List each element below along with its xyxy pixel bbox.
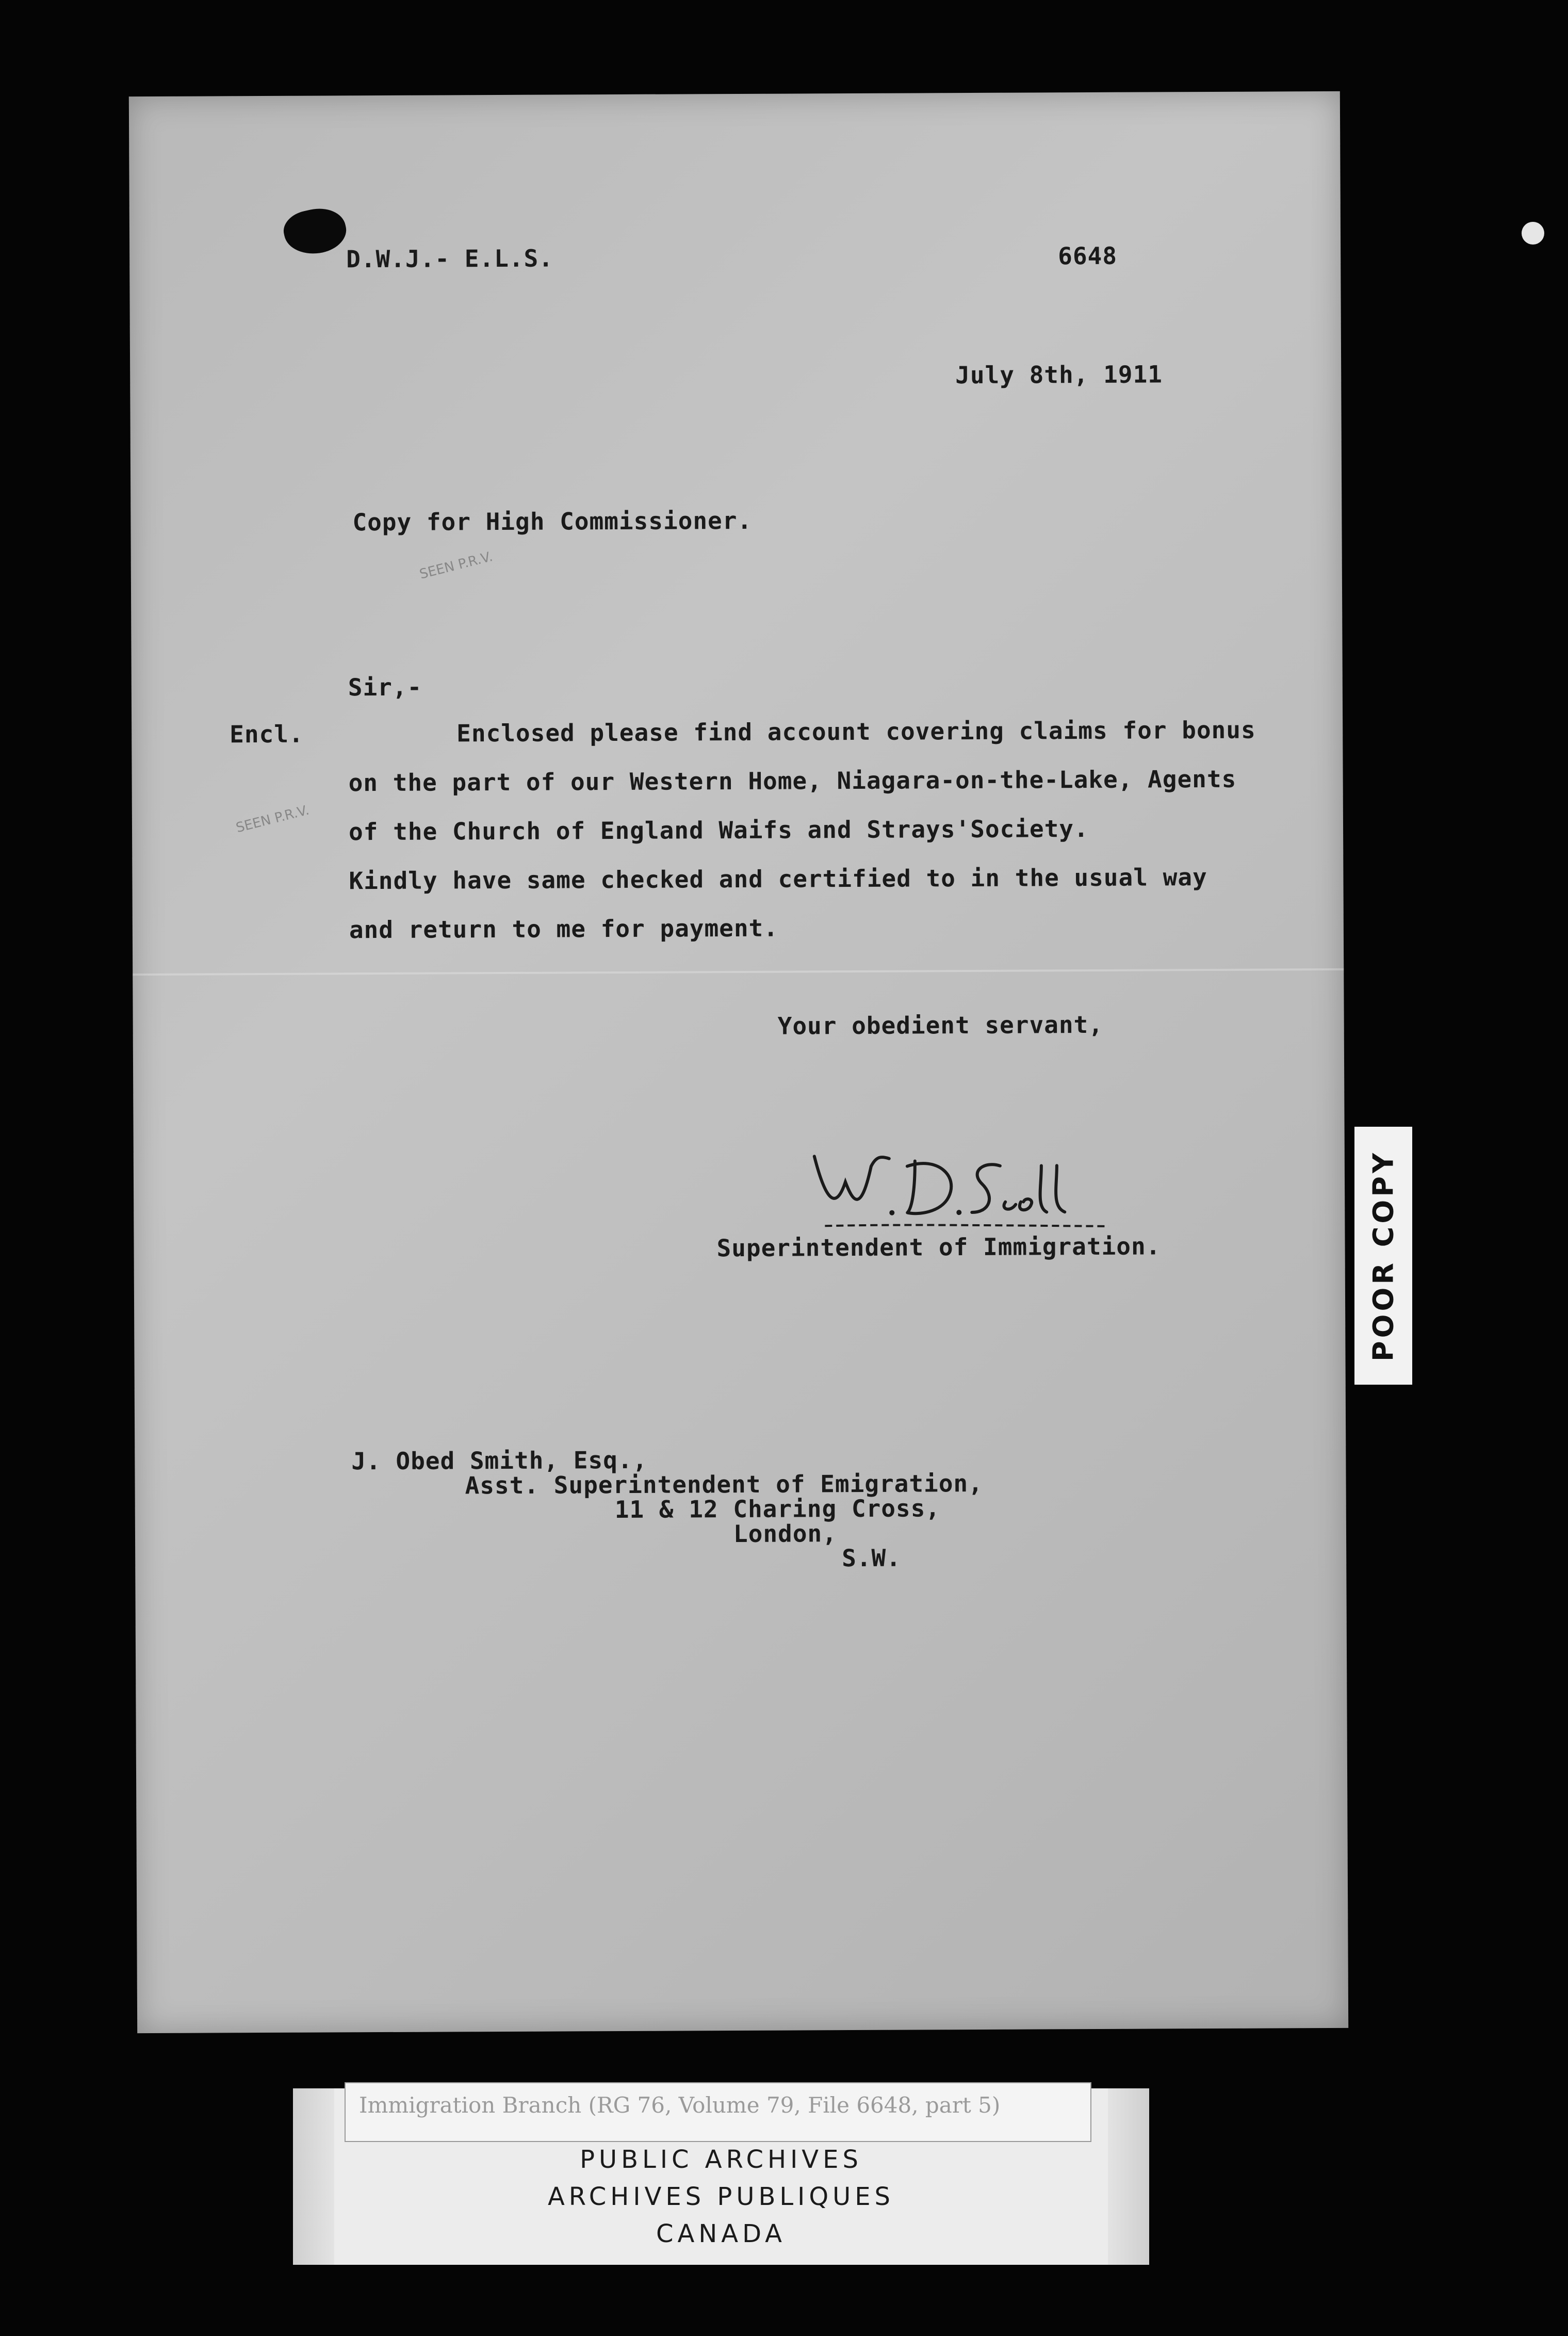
signatory-title: Superintendent of Immigration. [716, 1232, 1161, 1262]
address-line: London, [733, 1519, 837, 1548]
seen-stamp: SEEN P.R.V. [418, 548, 495, 582]
dust-speck [1522, 222, 1544, 245]
archive-reference: Immigration Branch (RG 76, Volume 79, File 6648, part 5) [359, 2092, 1001, 2118]
body-line: of the Church of England Waifs and Strays'Society. [348, 815, 1089, 846]
body-line: Enclosed please find account covering claims for bonus [456, 716, 1256, 748]
address-line: Asst. Superintendent of Emigration, [465, 1469, 983, 1500]
archive-line: PUBLIC ARCHIVES [580, 2145, 862, 2174]
archive-reference-strip [345, 2082, 1091, 2142]
address-line: 11 & 12 Charing Cross, [614, 1494, 941, 1524]
poor-copy-text: POOR COPY [1367, 1150, 1400, 1361]
file-number: 6648 [1058, 241, 1118, 270]
seen-stamp: SEEN P.R.V. [234, 802, 311, 836]
closing: Your obedient servant, [777, 1010, 1104, 1040]
reference-initials: D.W.J.- E.L.S. [346, 244, 554, 273]
letter-date: July 8th, 1911 [955, 360, 1163, 390]
torn-hole [280, 203, 350, 260]
archive-line: ARCHIVES PUBLIQUES [547, 2182, 895, 2211]
signature-image [804, 1134, 1124, 1244]
body-line: and return to me for payment. [349, 914, 779, 944]
poor-copy-label [1354, 1127, 1412, 1385]
body-line: on the part of our Western Home, Niagara-on-the-Lake, Agents [348, 765, 1237, 797]
page-fold-line [133, 968, 1344, 976]
address-line: S.W. [842, 1544, 902, 1572]
body-line: Kindly have same checked and certified to in the usual way [349, 863, 1207, 895]
salutation: Sir,- [348, 673, 422, 702]
enclosure-note: Encl. [230, 720, 304, 749]
letter-page [129, 91, 1348, 2033]
address-line: J. Obed Smith, Esq., [351, 1446, 648, 1475]
copy-note: Copy for High Commissioner. [352, 506, 753, 537]
archive-line: CANADA [656, 2219, 787, 2248]
